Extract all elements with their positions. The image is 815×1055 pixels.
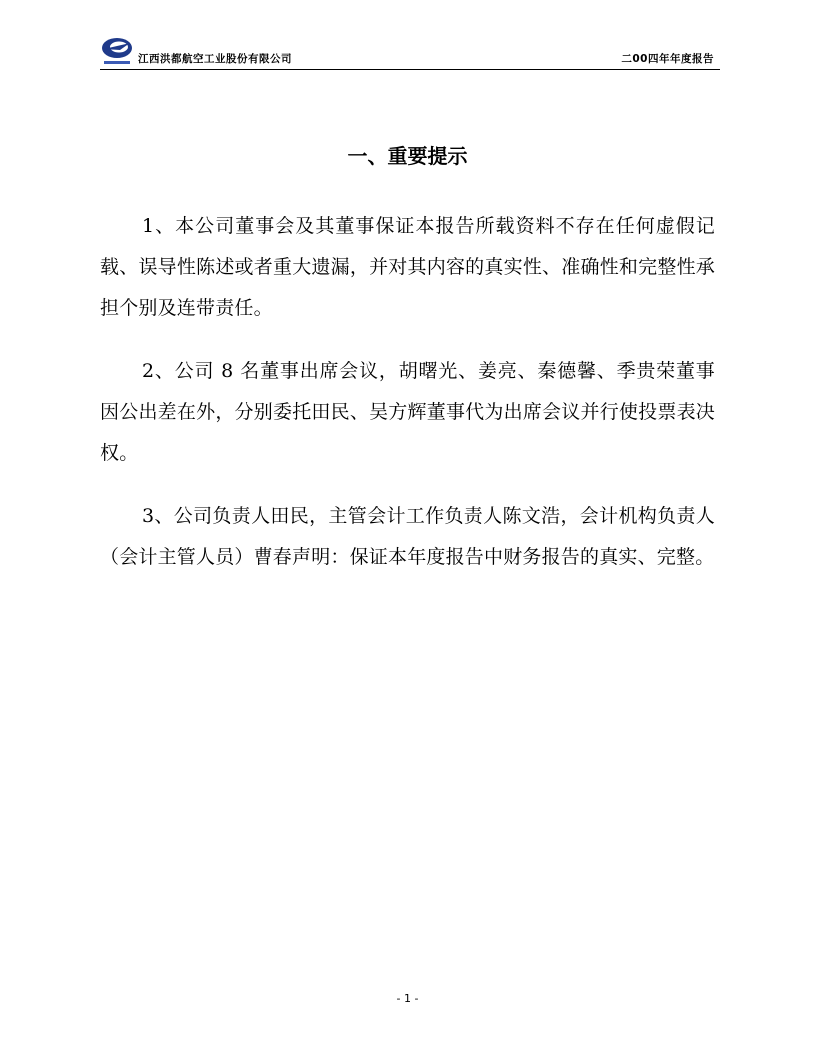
header-divider	[100, 69, 720, 70]
page-number: - 1 -	[396, 992, 419, 1005]
company-name: 江西洪都航空工业股份有限公司	[138, 53, 292, 65]
section-heading: 一、重要提示	[347, 144, 468, 168]
hongdu-logo-icon	[100, 36, 136, 66]
body-text	[100, 206, 715, 600]
page-header	[100, 36, 720, 70]
paragraph-2: 2、公司 8 名董事出席会议，胡曙光、姜亮、秦德馨、季贵荣董事因公出差在外，分别委托田民、吴方辉董事代为出席会议并行使投票表决权。	[100, 360, 715, 464]
paragraph-1: 1、本公司董事会及其董事保证本报告所载资料不存在任何虚假记载、误导性陈述或者重大遗漏，并对其内容的真实性、准确性和完整性承担个别及连带责任。	[100, 215, 715, 319]
report-title: 二00四年年度报告	[621, 53, 714, 65]
paragraph-3: 3、公司负责人田民，主管会计工作负责人陈文浩，会计机构负责人（会计主管人员）曹春声明：保证本年度报告中财务报告的真实、完整。	[100, 505, 715, 568]
